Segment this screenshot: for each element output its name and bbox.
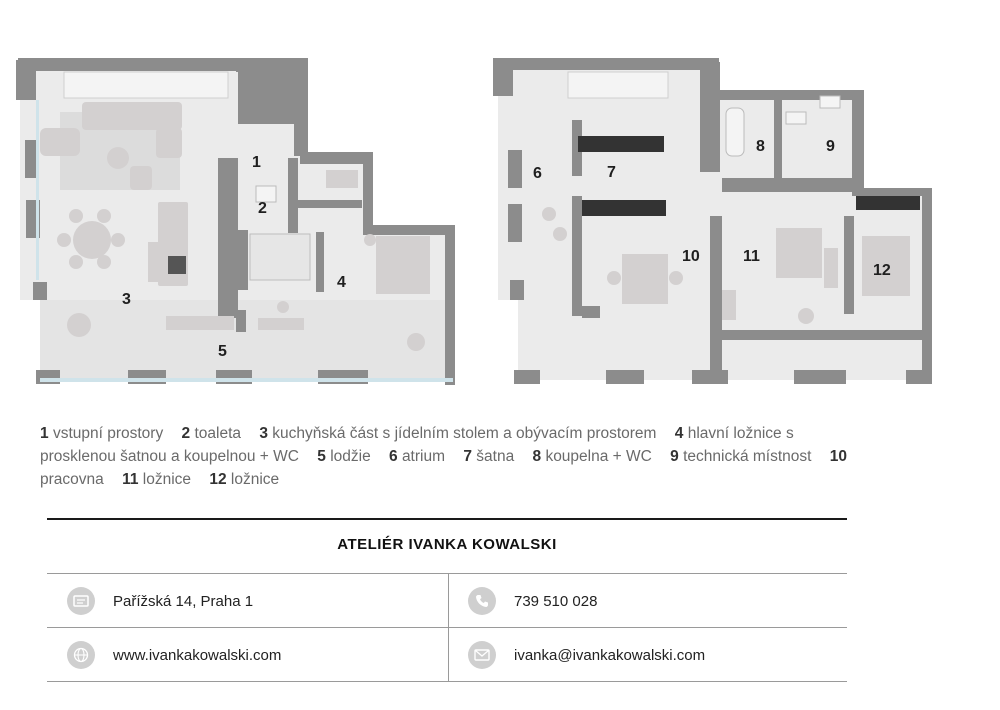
divider: [47, 573, 847, 574]
divider: [448, 573, 449, 681]
legend-text: hlavní ložnice s prosklenou šatnou a koupelnou + WC: [40, 425, 794, 465]
legend-number: 1: [40, 425, 49, 442]
legend-text: toaleta: [194, 425, 242, 442]
legend-number: 8: [532, 448, 542, 465]
legend-text: ložnice: [142, 471, 192, 488]
room-label: 4: [337, 274, 346, 291]
legend-number: 4: [674, 425, 684, 442]
legend-text: koupelna + WC: [545, 448, 652, 465]
legend-text: ložnice: [230, 471, 280, 488]
room-legend: [40, 422, 860, 491]
address-text: Pařížská 14, Praha 1: [113, 592, 254, 610]
web-cell: [67, 629, 281, 681]
room-label: 7: [607, 164, 616, 181]
map-card-icon: [67, 587, 95, 615]
phone-icon: [468, 587, 496, 615]
legend-number: 3: [259, 425, 268, 442]
envelope-icon: [468, 641, 496, 669]
divider: [47, 681, 847, 682]
room-label: 2: [258, 200, 267, 217]
phone-link[interactable]: 739 510 028: [514, 592, 598, 610]
studio-name: ATELIÉR IVANKA KOWALSKI: [337, 536, 557, 553]
legend-text: atrium: [401, 448, 446, 465]
legend-text: kuchyňská část s jídelním stolem a obývacím prostorem: [272, 425, 657, 442]
globe-icon: [67, 641, 95, 669]
legend-number: 10: [829, 448, 848, 465]
room-label: 1: [252, 154, 261, 171]
divider: [47, 518, 847, 520]
room-label: 6: [533, 165, 542, 182]
legend-number: 7: [463, 448, 472, 465]
email-cell: [468, 629, 705, 681]
legend-text: technická místnost: [683, 448, 812, 465]
website-link[interactable]: www.ivankakowalski.com: [113, 646, 282, 664]
email-link[interactable]: ivanka@ivankakowalski.com: [514, 646, 706, 664]
room-label: 11: [743, 248, 760, 265]
legend-number: 9: [670, 448, 679, 465]
room-label: 5: [218, 343, 227, 360]
room-label: 9: [826, 138, 835, 155]
legend-text: lodžie: [330, 448, 371, 465]
room-label: 3: [122, 291, 131, 308]
right-floor-plan: [493, 58, 932, 384]
legend-number: 11: [122, 471, 139, 488]
legend-number: 6: [389, 448, 398, 465]
legend-text: šatna: [476, 448, 515, 465]
left-floor-plan: [16, 58, 455, 385]
divider: [47, 627, 847, 628]
legend-number: 2: [181, 425, 191, 442]
legend-text: vstupní prostory: [52, 425, 164, 442]
room-label: 8: [756, 138, 765, 155]
legend-number: 12: [209, 471, 227, 488]
phone-cell: [468, 575, 597, 627]
room-label: 10: [682, 248, 700, 265]
legend-number: 5: [317, 448, 326, 465]
room-label: 12: [873, 262, 891, 279]
legend-text: pracovna: [40, 471, 104, 488]
address-cell: [67, 575, 253, 627]
